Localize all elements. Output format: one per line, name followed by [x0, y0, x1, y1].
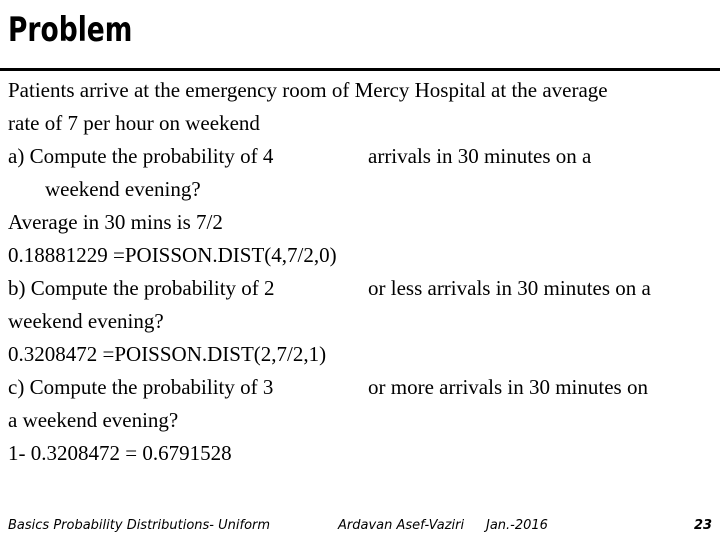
footer-author: Ardavan Asef-Vaziri [338, 518, 465, 533]
text-line-1: Patients arrive at the emergency room of Mercy Hospital at the average [8, 78, 608, 102]
page-number: 23 [694, 518, 713, 533]
question-b [8, 272, 712, 305]
footer-course-title: Basics Probability Distributions- Uniform [8, 518, 271, 533]
page-title: Problem [8, 10, 133, 50]
text-line-2: rate of 7 per hour on weekend [8, 111, 260, 135]
answer-a: 0.18881229 =POISSON.DIST(4,7/2,0) [8, 243, 337, 267]
question-a-text-cont: arrivals in 30 minutes on a [368, 144, 592, 168]
question-c-continuation: a weekend evening? [8, 408, 179, 432]
slide-footer [0, 516, 720, 538]
question-b-text: b) Compute the probability of 2 [8, 276, 275, 300]
question-b-continuation: weekend evening? [8, 309, 164, 333]
question-c-text: c) Compute the probability of 3 [8, 375, 274, 399]
title-divider [0, 68, 720, 71]
question-a [8, 140, 712, 173]
question-a-text: a) Compute the probability of 4 [8, 144, 274, 168]
average-note: Average in 30 mins is 7/2 [8, 210, 223, 234]
question-c-text-cont: or more arrivals in 30 minutes on [368, 375, 648, 399]
problem-body [8, 74, 712, 470]
question-b-text-cont: or less arrivals in 30 minutes on a [368, 276, 651, 300]
question-a-continuation: weekend evening? [45, 177, 201, 201]
question-c [8, 371, 712, 404]
answer-b: 0.3208472 =POISSON.DIST(2,7/2,1) [8, 342, 327, 366]
answer-c: 1- 0.3208472 = 0.6791528 [8, 441, 232, 465]
footer-date: Jan.-2016 [486, 518, 548, 533]
